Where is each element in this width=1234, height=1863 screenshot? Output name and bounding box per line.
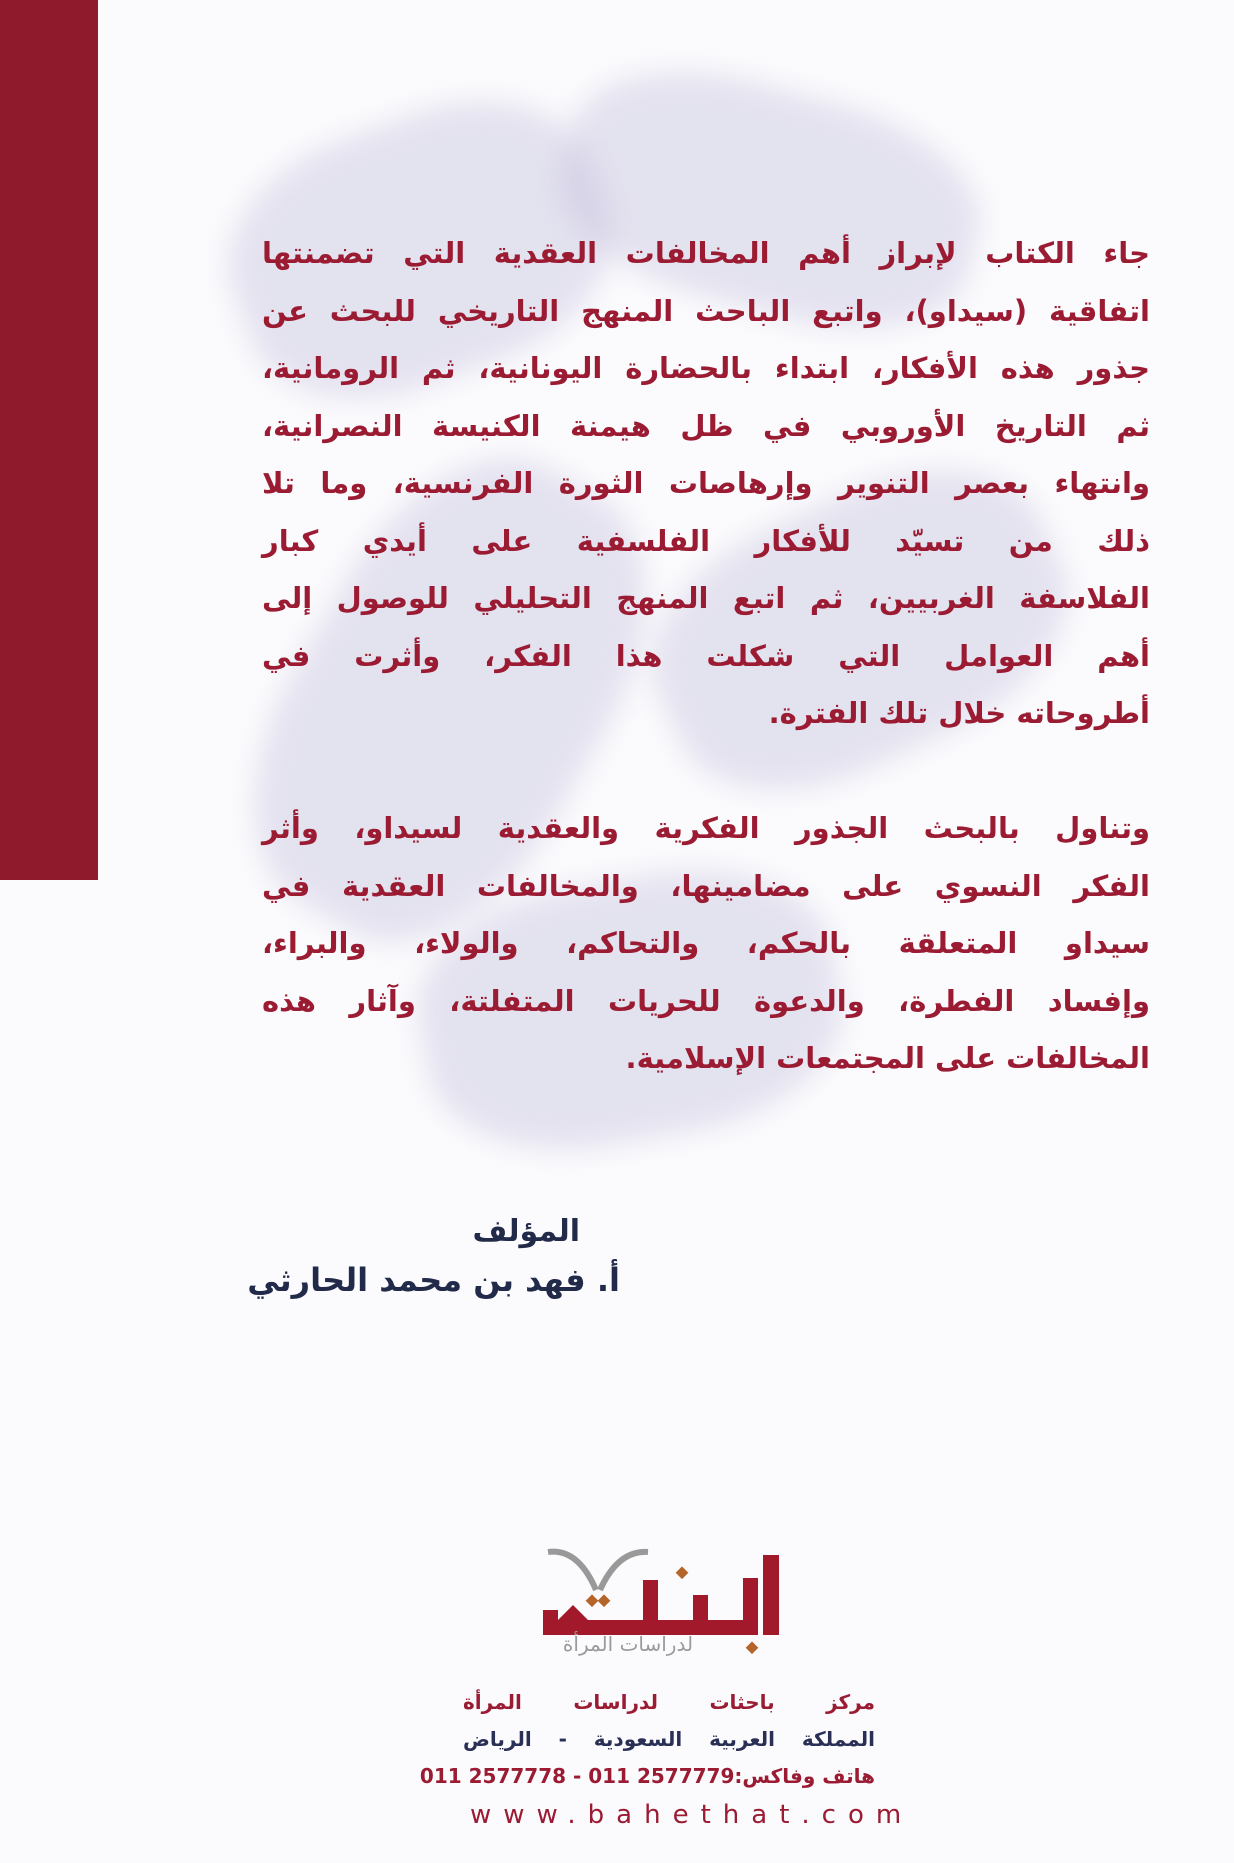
- phone-line: [419, 1758, 875, 1795]
- text-line: وإفساد الفطرة، والدعوة للحريات المتفلتة، وآثار هذه: [262, 983, 1150, 1018]
- text-line: جذور هذه الأفكار، ابتداء بالحضارة اليونانية، ثم الرومانية،: [262, 351, 1150, 385]
- publisher-contact: [419, 1684, 876, 1795]
- website-link[interactable]: www.bahethat.com: [470, 1800, 914, 1830]
- org-line: [463, 1684, 875, 1721]
- location-word: السعودية: [593, 1727, 683, 1751]
- org-word: المرأة: [463, 1690, 522, 1714]
- spine-color-bar: [0, 0, 98, 880]
- description-paragraph-1: [262, 225, 1150, 743]
- text-line: وانتهاء بعصر التنوير وإرهاصات الثورة الفرنسية، وما تلا: [262, 466, 1150, 500]
- location-word: المملكة: [801, 1727, 876, 1751]
- author-block: [247, 1208, 620, 1304]
- location-word: الرياض: [463, 1727, 532, 1751]
- location-word: -: [558, 1727, 567, 1751]
- text-line: سيداو المتعلقة بالحكم، والتحاكم، والولاء، والبراء،: [262, 926, 1150, 960]
- phone-label: هاتف وفاكس:: [734, 1764, 875, 1788]
- org-word: باحثات: [709, 1690, 775, 1714]
- phone-numbers: 011 2577778 - 011 2577779: [419, 1764, 735, 1788]
- org-word: لدراسات: [573, 1690, 659, 1714]
- logo-tagline: لدراسات المرأة: [562, 1632, 694, 1656]
- text-line: المخالفات على المجتمعات الإسلامية.: [625, 1041, 1150, 1075]
- publisher-logo: [528, 1540, 813, 1665]
- author-name: أ. فهد بن محمد الحارثي: [247, 1261, 620, 1299]
- text-line: الفكر النسوي على مضامينها، والمخالفات العقدية في: [262, 868, 1150, 903]
- location-line: [463, 1721, 875, 1758]
- text-line: أطروحاته خلال تلك الفترة.: [768, 696, 1150, 730]
- org-word: مركز: [826, 1690, 875, 1714]
- text-line: ثم التاريخ الأوروبي في ظل هيمنة الكنيسة النصرانية،: [262, 408, 1150, 443]
- text-line: اتفاقية (سيداو)، واتبع الباحث المنهج التاريخي للبحث عن: [262, 293, 1150, 328]
- text-line: ذلك من تسيّد للأفكار الفلسفية على أيدي كبار: [262, 523, 1150, 558]
- text-line: وتناول بالبحث الجذور الفكرية والعقدية لسيداو، وأثر: [262, 811, 1150, 845]
- text-line: أهم العوامل التي شكلت هذا الفكر، وأثرت في: [262, 638, 1150, 673]
- location-word: العربية: [709, 1727, 776, 1751]
- description-paragraph-2: [262, 800, 1150, 1088]
- text-line: جاء الكتاب لإبراز أهم المخالفات العقدية التي تضمنتها: [262, 236, 1150, 270]
- author-label: المؤلف: [472, 1214, 580, 1249]
- text-line: الفلاسفة الغربيين، ثم اتبع المنهج التحليلي للوصول إلى: [262, 581, 1150, 615]
